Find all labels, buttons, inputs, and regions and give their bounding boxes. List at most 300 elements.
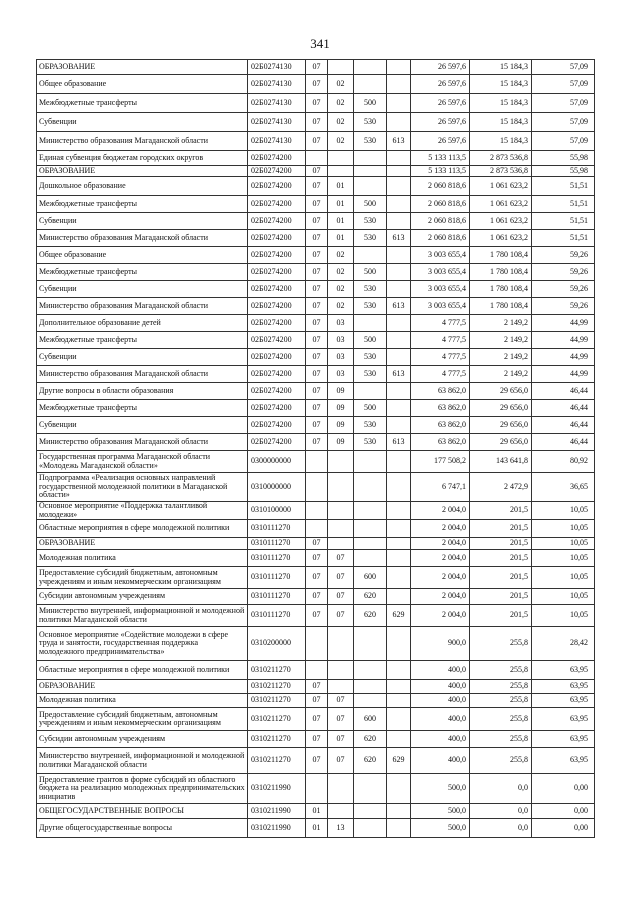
row-name-cell: Министерство образования Магаданской области bbox=[37, 132, 248, 151]
row-name-cell: ОБЩЕГОСУДАРСТВЕННЫЕ ВОПРОСЫ bbox=[37, 804, 248, 819]
target-code-cell: 0310211270 bbox=[248, 661, 306, 680]
planned-amount-cell: 6 747,1 bbox=[411, 473, 470, 502]
subsection-cell bbox=[328, 502, 354, 520]
table-row bbox=[37, 400, 595, 417]
planned-amount-cell: 4 777,5 bbox=[411, 366, 470, 383]
row-name-cell: Субвенции bbox=[37, 113, 248, 132]
row-name-cell: Предоставление субсидий бюджетным, автономным учреждениям и иным некоммерческим организациям bbox=[37, 708, 248, 731]
expense-type-cell: 530 bbox=[354, 298, 387, 315]
table-row bbox=[37, 281, 595, 298]
section-cell: 07 bbox=[306, 417, 328, 434]
execution-percent-cell: 0,00 bbox=[532, 819, 595, 838]
planned-amount-cell: 500,0 bbox=[411, 819, 470, 838]
actual-amount-cell: 201,5 bbox=[470, 502, 532, 520]
section-cell bbox=[306, 520, 328, 538]
table-row bbox=[37, 264, 595, 281]
subsection-cell bbox=[328, 774, 354, 804]
expense-type-cell bbox=[354, 520, 387, 538]
administrator-cell: 613 bbox=[387, 132, 411, 151]
execution-percent-cell: 59,26 bbox=[532, 264, 595, 281]
target-code-cell: 02Б0274200 bbox=[248, 230, 306, 247]
actual-amount-cell: 201,5 bbox=[470, 520, 532, 538]
actual-amount-cell: 15 184,3 bbox=[470, 132, 532, 151]
row-name-cell: Общее образование bbox=[37, 247, 248, 264]
row-name-cell: Министерство внутренней, информационной и молодежной политики Магаданской области bbox=[37, 748, 248, 774]
subsection-cell: 03 bbox=[328, 349, 354, 366]
section-cell: 07 bbox=[306, 731, 328, 748]
table-row bbox=[37, 247, 595, 264]
target-code-cell: 02Б0274200 bbox=[248, 434, 306, 451]
table-row bbox=[37, 748, 595, 774]
actual-amount-cell: 29 656,0 bbox=[470, 417, 532, 434]
planned-amount-cell: 400,0 bbox=[411, 708, 470, 731]
row-name-cell: Межбюджетные трансферты bbox=[37, 332, 248, 349]
actual-amount-cell: 255,8 bbox=[470, 731, 532, 748]
section-cell: 07 bbox=[306, 400, 328, 417]
subsection-cell: 02 bbox=[328, 113, 354, 132]
execution-percent-cell: 28,42 bbox=[532, 627, 595, 661]
execution-percent-cell: 57,09 bbox=[532, 60, 595, 75]
administrator-cell bbox=[387, 694, 411, 708]
target-code-cell: 0310111270 bbox=[248, 520, 306, 538]
administrator-cell bbox=[387, 281, 411, 298]
administrator-cell bbox=[387, 75, 411, 94]
table-row bbox=[37, 819, 595, 838]
actual-amount-cell: 2 873 536,8 bbox=[470, 166, 532, 177]
expense-type-cell: 600 bbox=[354, 708, 387, 731]
planned-amount-cell: 63 862,0 bbox=[411, 400, 470, 417]
planned-amount-cell: 5 133 113,5 bbox=[411, 166, 470, 177]
planned-amount-cell: 2 004,0 bbox=[411, 589, 470, 605]
row-name-cell: Подпрограмма «Реализация основных направлений государственной молодежной политики в Магаданской области» bbox=[37, 473, 248, 502]
planned-amount-cell: 2 004,0 bbox=[411, 538, 470, 550]
section-cell: 07 bbox=[306, 94, 328, 113]
actual-amount-cell: 201,5 bbox=[470, 538, 532, 550]
target-code-cell: 02Б0274200 bbox=[248, 332, 306, 349]
administrator-cell bbox=[387, 661, 411, 680]
subsection-cell: 03 bbox=[328, 332, 354, 349]
administrator-cell bbox=[387, 774, 411, 804]
actual-amount-cell: 1 061 623,2 bbox=[470, 213, 532, 230]
actual-amount-cell: 15 184,3 bbox=[470, 75, 532, 94]
target-code-cell: 0310211270 bbox=[248, 708, 306, 731]
execution-percent-cell: 55,98 bbox=[532, 151, 595, 166]
section-cell: 01 bbox=[306, 819, 328, 838]
actual-amount-cell: 201,5 bbox=[470, 589, 532, 605]
expense-type-cell bbox=[354, 661, 387, 680]
expense-type-cell bbox=[354, 315, 387, 332]
table-row bbox=[37, 680, 595, 694]
expense-type-cell bbox=[354, 694, 387, 708]
row-name-cell: Предоставление субсидий бюджетным, автономным учреждениям и иным некоммерческим организациям bbox=[37, 567, 248, 589]
execution-percent-cell: 51,51 bbox=[532, 196, 595, 213]
expense-type-cell bbox=[354, 550, 387, 567]
subsection-cell: 07 bbox=[328, 605, 354, 627]
target-code-cell: 0310211270 bbox=[248, 694, 306, 708]
actual-amount-cell: 1 780 108,4 bbox=[470, 298, 532, 315]
section-cell: 07 bbox=[306, 177, 328, 196]
execution-percent-cell: 80,92 bbox=[532, 451, 595, 473]
subsection-cell: 02 bbox=[328, 132, 354, 151]
section-cell: 07 bbox=[306, 196, 328, 213]
administrator-cell bbox=[387, 589, 411, 605]
row-name-cell: Основное мероприятие «Поддержка талантливой молодежи» bbox=[37, 502, 248, 520]
administrator-cell bbox=[387, 264, 411, 281]
section-cell: 07 bbox=[306, 332, 328, 349]
planned-amount-cell: 26 597,6 bbox=[411, 113, 470, 132]
expense-type-cell: 500 bbox=[354, 264, 387, 281]
section-cell: 07 bbox=[306, 680, 328, 694]
subsection-cell bbox=[328, 166, 354, 177]
planned-amount-cell: 400,0 bbox=[411, 694, 470, 708]
administrator-cell bbox=[387, 417, 411, 434]
administrator-cell bbox=[387, 473, 411, 502]
target-code-cell: 0310111270 bbox=[248, 605, 306, 627]
expense-type-cell bbox=[354, 804, 387, 819]
administrator-cell: 613 bbox=[387, 298, 411, 315]
table-row bbox=[37, 383, 595, 400]
planned-amount-cell: 26 597,6 bbox=[411, 94, 470, 113]
administrator-cell bbox=[387, 550, 411, 567]
target-code-cell: 02Б0274200 bbox=[248, 298, 306, 315]
expense-type-cell: 620 bbox=[354, 748, 387, 774]
expense-type-cell bbox=[354, 502, 387, 520]
subsection-cell bbox=[328, 520, 354, 538]
table-row bbox=[37, 502, 595, 520]
section-cell bbox=[306, 661, 328, 680]
administrator-cell bbox=[387, 315, 411, 332]
administrator-cell bbox=[387, 383, 411, 400]
planned-amount-cell: 500,0 bbox=[411, 804, 470, 819]
expense-type-cell: 530 bbox=[354, 281, 387, 298]
execution-percent-cell: 46,44 bbox=[532, 383, 595, 400]
actual-amount-cell: 2 149,2 bbox=[470, 315, 532, 332]
table-row bbox=[37, 550, 595, 567]
execution-percent-cell: 59,26 bbox=[532, 247, 595, 264]
expense-type-cell: 500 bbox=[354, 196, 387, 213]
planned-amount-cell: 400,0 bbox=[411, 661, 470, 680]
actual-amount-cell: 0,0 bbox=[470, 819, 532, 838]
planned-amount-cell: 5 133 113,5 bbox=[411, 151, 470, 166]
planned-amount-cell: 2 060 818,6 bbox=[411, 196, 470, 213]
subsection-cell: 09 bbox=[328, 400, 354, 417]
execution-percent-cell: 10,05 bbox=[532, 502, 595, 520]
target-code-cell: 02Б0274200 bbox=[248, 315, 306, 332]
administrator-cell bbox=[387, 451, 411, 473]
table-row bbox=[37, 694, 595, 708]
administrator-cell bbox=[387, 502, 411, 520]
section-cell: 07 bbox=[306, 315, 328, 332]
planned-amount-cell: 2 060 818,6 bbox=[411, 177, 470, 196]
row-name-cell: Министерство образования Магаданской области bbox=[37, 298, 248, 315]
section-cell: 07 bbox=[306, 349, 328, 366]
section-cell: 07 bbox=[306, 60, 328, 75]
expense-type-cell: 620 bbox=[354, 605, 387, 627]
expense-type-cell: 530 bbox=[354, 132, 387, 151]
subsection-cell bbox=[328, 151, 354, 166]
planned-amount-cell: 26 597,6 bbox=[411, 132, 470, 151]
planned-amount-cell: 2 004,0 bbox=[411, 550, 470, 567]
administrator-cell bbox=[387, 166, 411, 177]
actual-amount-cell: 2 149,2 bbox=[470, 332, 532, 349]
row-name-cell: Молодежная политика bbox=[37, 694, 248, 708]
row-name-cell: Министерство образования Магаданской области bbox=[37, 366, 248, 383]
administrator-cell: 613 bbox=[387, 434, 411, 451]
target-code-cell: 02Б0274200 bbox=[248, 349, 306, 366]
planned-amount-cell: 177 508,2 bbox=[411, 451, 470, 473]
execution-percent-cell: 10,05 bbox=[532, 550, 595, 567]
actual-amount-cell: 1 780 108,4 bbox=[470, 247, 532, 264]
actual-amount-cell: 255,8 bbox=[470, 661, 532, 680]
actual-amount-cell: 255,8 bbox=[470, 627, 532, 661]
subsection-cell: 01 bbox=[328, 213, 354, 230]
execution-percent-cell: 0,00 bbox=[532, 774, 595, 804]
table-row bbox=[37, 332, 595, 349]
expense-type-cell: 530 bbox=[354, 230, 387, 247]
section-cell: 07 bbox=[306, 538, 328, 550]
row-name-cell: Министерство образования Магаданской области bbox=[37, 434, 248, 451]
expense-type-cell bbox=[354, 538, 387, 550]
row-name-cell: Областные мероприятия в сфере молодежной политики bbox=[37, 520, 248, 538]
execution-percent-cell: 63,95 bbox=[532, 694, 595, 708]
section-cell: 01 bbox=[306, 804, 328, 819]
target-code-cell: 0310211270 bbox=[248, 680, 306, 694]
execution-percent-cell: 46,44 bbox=[532, 400, 595, 417]
target-code-cell: 02Б0274200 bbox=[248, 177, 306, 196]
row-name-cell: Общее образование bbox=[37, 75, 248, 94]
actual-amount-cell: 1 780 108,4 bbox=[470, 281, 532, 298]
target-code-cell: 02Б0274130 bbox=[248, 75, 306, 94]
table-row bbox=[37, 417, 595, 434]
subsection-cell: 01 bbox=[328, 230, 354, 247]
execution-percent-cell: 10,05 bbox=[532, 605, 595, 627]
table-row bbox=[37, 451, 595, 473]
table-row bbox=[37, 94, 595, 113]
subsection-cell bbox=[328, 680, 354, 694]
row-name-cell: Другие общегосударственные вопросы bbox=[37, 819, 248, 838]
expense-type-cell: 500 bbox=[354, 400, 387, 417]
row-name-cell: Областные мероприятия в сфере молодежной политики bbox=[37, 661, 248, 680]
target-code-cell: 02Б0274130 bbox=[248, 132, 306, 151]
target-code-cell: 02Б0274200 bbox=[248, 281, 306, 298]
execution-percent-cell: 36,65 bbox=[532, 473, 595, 502]
target-code-cell: 02Б0274130 bbox=[248, 113, 306, 132]
administrator-cell bbox=[387, 708, 411, 731]
target-code-cell: 02Б0274200 bbox=[248, 383, 306, 400]
expense-type-cell: 620 bbox=[354, 589, 387, 605]
execution-percent-cell: 55,98 bbox=[532, 166, 595, 177]
target-code-cell: 02Б0274200 bbox=[248, 166, 306, 177]
row-name-cell: Межбюджетные трансферты bbox=[37, 400, 248, 417]
administrator-cell bbox=[387, 520, 411, 538]
subsection-cell: 07 bbox=[328, 589, 354, 605]
expense-type-cell: 620 bbox=[354, 731, 387, 748]
row-name-cell: Субвенции bbox=[37, 349, 248, 366]
row-name-cell: Дошкольное образование bbox=[37, 177, 248, 196]
administrator-cell bbox=[387, 60, 411, 75]
row-name-cell: Субвенции bbox=[37, 281, 248, 298]
execution-percent-cell: 59,26 bbox=[532, 281, 595, 298]
execution-percent-cell: 44,99 bbox=[532, 366, 595, 383]
execution-percent-cell: 51,51 bbox=[532, 230, 595, 247]
table-row bbox=[37, 731, 595, 748]
administrator-cell bbox=[387, 731, 411, 748]
planned-amount-cell: 4 777,5 bbox=[411, 332, 470, 349]
actual-amount-cell: 15 184,3 bbox=[470, 60, 532, 75]
subsection-cell: 03 bbox=[328, 315, 354, 332]
subsection-cell: 09 bbox=[328, 434, 354, 451]
administrator-cell bbox=[387, 94, 411, 113]
actual-amount-cell: 2 873 536,8 bbox=[470, 151, 532, 166]
table-row bbox=[37, 177, 595, 196]
row-name-cell: Другие вопросы в области образования bbox=[37, 383, 248, 400]
subsection-cell: 03 bbox=[328, 366, 354, 383]
table-row bbox=[37, 774, 595, 804]
administrator-cell bbox=[387, 213, 411, 230]
expense-type-cell: 530 bbox=[354, 417, 387, 434]
section-cell bbox=[306, 627, 328, 661]
execution-percent-cell: 0,00 bbox=[532, 804, 595, 819]
table-row bbox=[37, 567, 595, 589]
planned-amount-cell: 63 862,0 bbox=[411, 383, 470, 400]
table-row bbox=[37, 75, 595, 94]
execution-percent-cell: 63,95 bbox=[532, 680, 595, 694]
row-name-cell: Министерство внутренней, информационной и молодежной политики Магаданской области bbox=[37, 605, 248, 627]
section-cell: 07 bbox=[306, 366, 328, 383]
target-code-cell: 0310111270 bbox=[248, 538, 306, 550]
actual-amount-cell: 29 656,0 bbox=[470, 434, 532, 451]
subsection-cell: 07 bbox=[328, 567, 354, 589]
administrator-cell: 613 bbox=[387, 366, 411, 383]
expense-type-cell: 530 bbox=[354, 213, 387, 230]
actual-amount-cell: 2 149,2 bbox=[470, 349, 532, 366]
execution-percent-cell: 44,99 bbox=[532, 332, 595, 349]
planned-amount-cell: 2 060 818,6 bbox=[411, 230, 470, 247]
expense-type-cell bbox=[354, 473, 387, 502]
subsection-cell bbox=[328, 627, 354, 661]
table-row bbox=[37, 708, 595, 731]
administrator-cell bbox=[387, 567, 411, 589]
row-name-cell: Основное мероприятие «Содействие молодежи в сфере труда и занятости, государственная поддержка молодежного предпринимательства» bbox=[37, 627, 248, 661]
table-row bbox=[37, 113, 595, 132]
execution-percent-cell: 57,09 bbox=[532, 94, 595, 113]
row-name-cell: Молодежная политика bbox=[37, 550, 248, 567]
target-code-cell: 02Б0274200 bbox=[248, 213, 306, 230]
execution-percent-cell: 57,09 bbox=[532, 75, 595, 94]
table-row bbox=[37, 213, 595, 230]
expense-type-cell: 530 bbox=[354, 366, 387, 383]
expense-type-cell: 530 bbox=[354, 349, 387, 366]
target-code-cell: 0310211990 bbox=[248, 774, 306, 804]
target-code-cell: 0310211990 bbox=[248, 819, 306, 838]
expense-type-cell bbox=[354, 680, 387, 694]
planned-amount-cell: 2 004,0 bbox=[411, 605, 470, 627]
planned-amount-cell: 26 597,6 bbox=[411, 75, 470, 94]
section-cell bbox=[306, 473, 328, 502]
expense-type-cell bbox=[354, 627, 387, 661]
planned-amount-cell: 63 862,0 bbox=[411, 417, 470, 434]
planned-amount-cell: 400,0 bbox=[411, 680, 470, 694]
actual-amount-cell: 1 780 108,4 bbox=[470, 264, 532, 281]
expense-type-cell bbox=[354, 166, 387, 177]
subsection-cell bbox=[328, 60, 354, 75]
target-code-cell: 02Б0274130 bbox=[248, 94, 306, 113]
expense-type-cell bbox=[354, 60, 387, 75]
row-name-cell: Межбюджетные трансферты bbox=[37, 196, 248, 213]
target-code-cell: 02Б0274130 bbox=[248, 60, 306, 75]
section-cell bbox=[306, 151, 328, 166]
table-row bbox=[37, 589, 595, 605]
subsection-cell: 09 bbox=[328, 383, 354, 400]
section-cell: 07 bbox=[306, 694, 328, 708]
expense-type-cell bbox=[354, 177, 387, 196]
row-name-cell: Предоставление грантов в форме субсидий из областного бюджета на реализацию молодежных предпринимательских инициатив bbox=[37, 774, 248, 804]
section-cell: 07 bbox=[306, 281, 328, 298]
table-row bbox=[37, 166, 595, 177]
actual-amount-cell: 143 641,8 bbox=[470, 451, 532, 473]
subsection-cell: 07 bbox=[328, 748, 354, 774]
row-name-cell: Межбюджетные трансферты bbox=[37, 264, 248, 281]
expense-type-cell: 500 bbox=[354, 332, 387, 349]
row-name-cell: Субвенции bbox=[37, 213, 248, 230]
execution-percent-cell: 63,95 bbox=[532, 731, 595, 748]
planned-amount-cell: 2 004,0 bbox=[411, 567, 470, 589]
section-cell: 07 bbox=[306, 113, 328, 132]
planned-amount-cell: 3 003 655,4 bbox=[411, 247, 470, 264]
execution-percent-cell: 63,95 bbox=[532, 661, 595, 680]
subsection-cell bbox=[328, 451, 354, 473]
row-name-cell: Субсидии автономным учреждениям bbox=[37, 589, 248, 605]
row-name-cell: ОБРАЗОВАНИЕ bbox=[37, 60, 248, 75]
administrator-cell: 629 bbox=[387, 605, 411, 627]
target-code-cell: 02Б0274200 bbox=[248, 196, 306, 213]
expense-type-cell: 500 bbox=[354, 94, 387, 113]
execution-percent-cell: 51,51 bbox=[532, 177, 595, 196]
table-row bbox=[37, 298, 595, 315]
actual-amount-cell: 15 184,3 bbox=[470, 94, 532, 113]
page-number: 341 bbox=[310, 36, 330, 51]
target-code-cell: 02Б0274200 bbox=[248, 417, 306, 434]
planned-amount-cell: 4 777,5 bbox=[411, 315, 470, 332]
section-cell: 07 bbox=[306, 589, 328, 605]
planned-amount-cell: 400,0 bbox=[411, 731, 470, 748]
administrator-cell bbox=[387, 196, 411, 213]
execution-percent-cell: 46,44 bbox=[532, 417, 595, 434]
subsection-cell: 02 bbox=[328, 75, 354, 94]
target-code-cell: 0310111270 bbox=[248, 567, 306, 589]
actual-amount-cell: 255,8 bbox=[470, 748, 532, 774]
planned-amount-cell: 26 597,6 bbox=[411, 60, 470, 75]
section-cell: 07 bbox=[306, 75, 328, 94]
section-cell: 07 bbox=[306, 230, 328, 247]
planned-amount-cell: 2 004,0 bbox=[411, 502, 470, 520]
execution-percent-cell: 59,26 bbox=[532, 298, 595, 315]
target-code-cell: 02Б0274200 bbox=[248, 264, 306, 281]
subsection-cell: 09 bbox=[328, 417, 354, 434]
expense-type-cell: 530 bbox=[354, 434, 387, 451]
row-name-cell: ОБРАЗОВАНИЕ bbox=[37, 538, 248, 550]
target-code-cell: 0310211990 bbox=[248, 804, 306, 819]
expense-type-cell bbox=[354, 75, 387, 94]
actual-amount-cell: 1 061 623,2 bbox=[470, 177, 532, 196]
subsection-cell: 07 bbox=[328, 550, 354, 567]
planned-amount-cell: 500,0 bbox=[411, 774, 470, 804]
table-row bbox=[37, 473, 595, 502]
actual-amount-cell: 1 061 623,2 bbox=[470, 230, 532, 247]
actual-amount-cell: 201,5 bbox=[470, 567, 532, 589]
administrator-cell bbox=[387, 247, 411, 264]
target-code-cell: 02Б0274200 bbox=[248, 151, 306, 166]
